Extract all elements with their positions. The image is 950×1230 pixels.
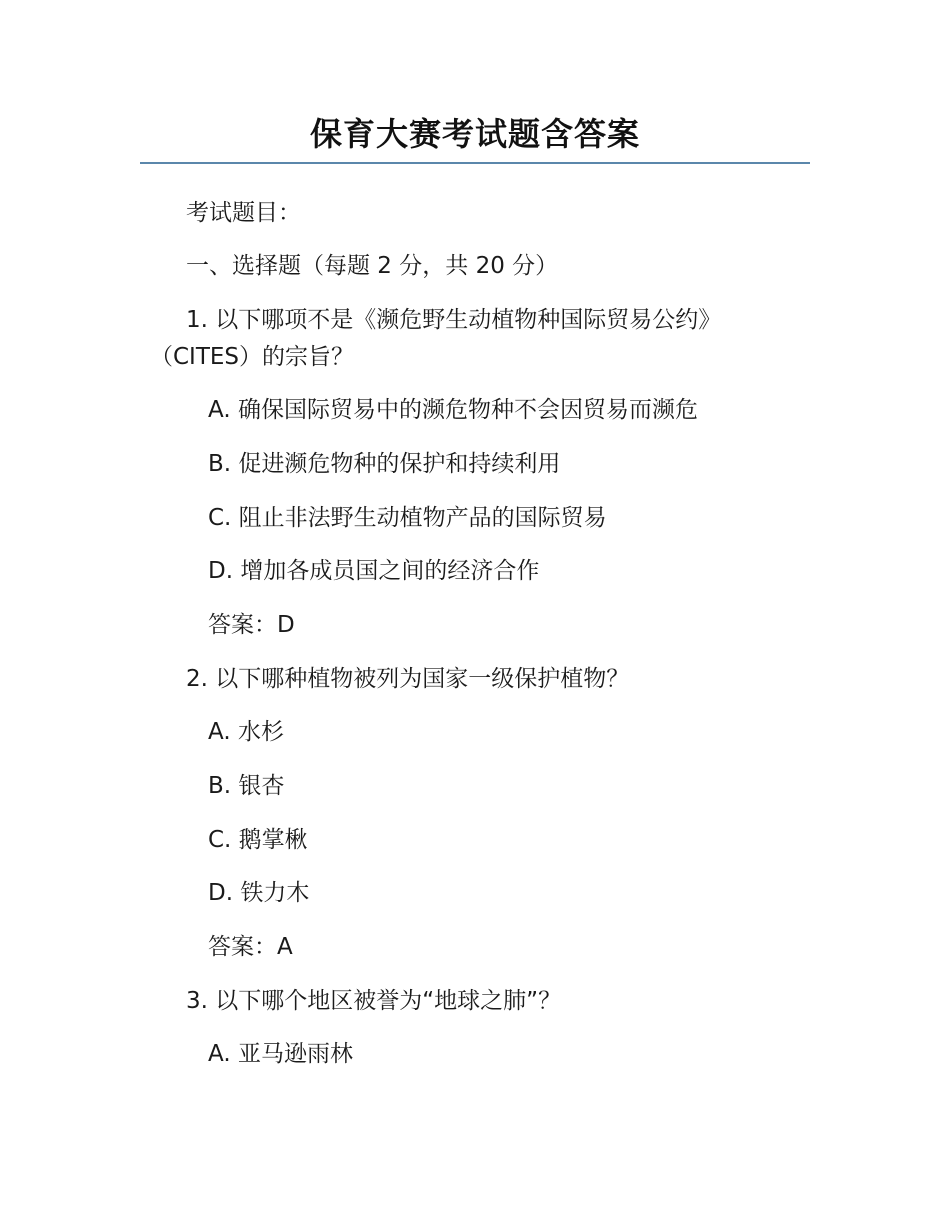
question-1-option-c: C. 阻止非法野生动植物产品的国际贸易	[208, 505, 607, 531]
question-3-stem: 3. 以下哪个地区被誉为“地球之肺”？	[186, 988, 562, 1014]
question-1-option-b: B. 促进濒危物种的保护和持续利用	[208, 451, 561, 477]
question-1-stem-continued: （CITES）的宗旨？	[150, 344, 355, 370]
document-title: 保育大赛考试题含答案	[309, 115, 640, 153]
question-1-option-d: D. 增加各成员国之间的经济合作	[208, 558, 540, 584]
question-2-option-d: D. 铁力木	[208, 880, 310, 906]
title-underline	[140, 162, 810, 164]
question-2-option-b: B. 银杏	[208, 773, 285, 799]
question-2-option-c: C. 鹅掌楸	[208, 827, 308, 853]
section-heading: 考试题目：	[186, 200, 301, 226]
question-2-stem: 2. 以下哪种植物被列为国家一级保护植物？	[186, 666, 630, 692]
question-1-option-a: A. 确保国际贸易中的濒危物种不会因贸易而濒危	[208, 397, 698, 423]
question-2-option-a: A. 水杉	[208, 719, 284, 745]
part-heading: 一、选择题（每题 2 分，共 20 分）	[186, 253, 559, 279]
question-3-option-a: A. 亚马逊雨林	[208, 1041, 353, 1067]
question-1-stem: 1. 以下哪项不是《濒危野生动植物种国际贸易公约》	[186, 307, 722, 333]
question-1-answer: 答案：D	[208, 612, 295, 638]
question-2-answer: 答案：A	[208, 934, 293, 960]
